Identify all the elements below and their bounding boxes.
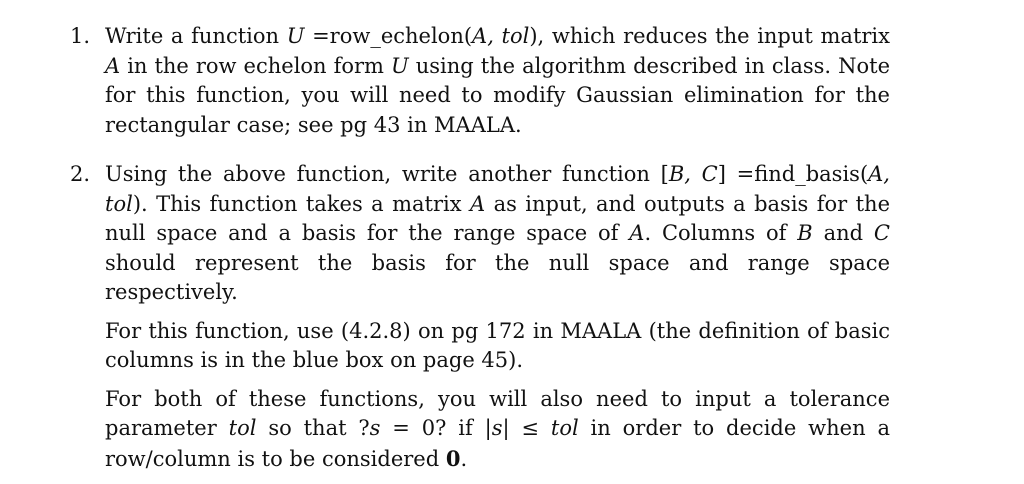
math-var: C [873,221,890,245]
paragraph: For this function, use (4.2.8) on pg 172 in MAALA (the definition of basic columns is in the blue box on page 45). [105,318,890,372]
text: as input, and outputs a basis for the null space and a basis for the range space of [105,191,890,245]
text: in the row echelon form [120,53,391,78]
math-var: A [629,221,645,245]
text: . [460,446,468,471]
math-var: s [369,416,381,440]
paragraph [105,22,890,140]
math-var: B [797,221,813,245]
math-var: U [390,53,409,78]
text: ), which reduces the input matrix [529,24,890,48]
paragraph [105,385,890,475]
text: in order to decide when a row/column is to be considered [105,416,890,471]
bold-zero: 0 [445,445,461,471]
item-number: 1. [70,24,91,48]
text: Using the above function, write another function [ [105,162,669,186]
text: For both of these functions, you will also need to input a tolerance parameter [105,386,890,440]
text: ] =find_basis( [717,162,869,186]
math-var: A, tol [105,162,890,216]
list-item-2 [70,160,890,474]
paragraph [105,160,890,308]
text: using the algorithm described in class. Note for this function, you will need to modify Gaussian elimination for the rectangular case; see pg 43 in MAALA. [105,53,890,137]
math-var: s [491,416,503,440]
math-var: A [105,53,121,78]
text: Write a function [105,24,287,48]
text: . Columns of [644,221,798,245]
document-body [70,22,890,474]
item-number: 2. [70,162,91,186]
text: =row_echelon( [304,24,473,48]
math-var: A, tol [472,24,530,48]
text: | ≤ [502,416,551,440]
math-var: tol [550,416,579,440]
text: should represent the basis for the null space and range space respectively. [105,250,890,304]
math-var: tol [228,416,257,440]
math-var: U [286,24,305,48]
text: = 0? if | [380,416,492,440]
text: ). This function takes a matrix [132,191,470,216]
list-item-1 [70,22,890,140]
math-var: B, C [668,162,718,186]
text: and [812,221,874,245]
math-var: A [470,191,486,216]
text: so that ? [256,416,370,440]
